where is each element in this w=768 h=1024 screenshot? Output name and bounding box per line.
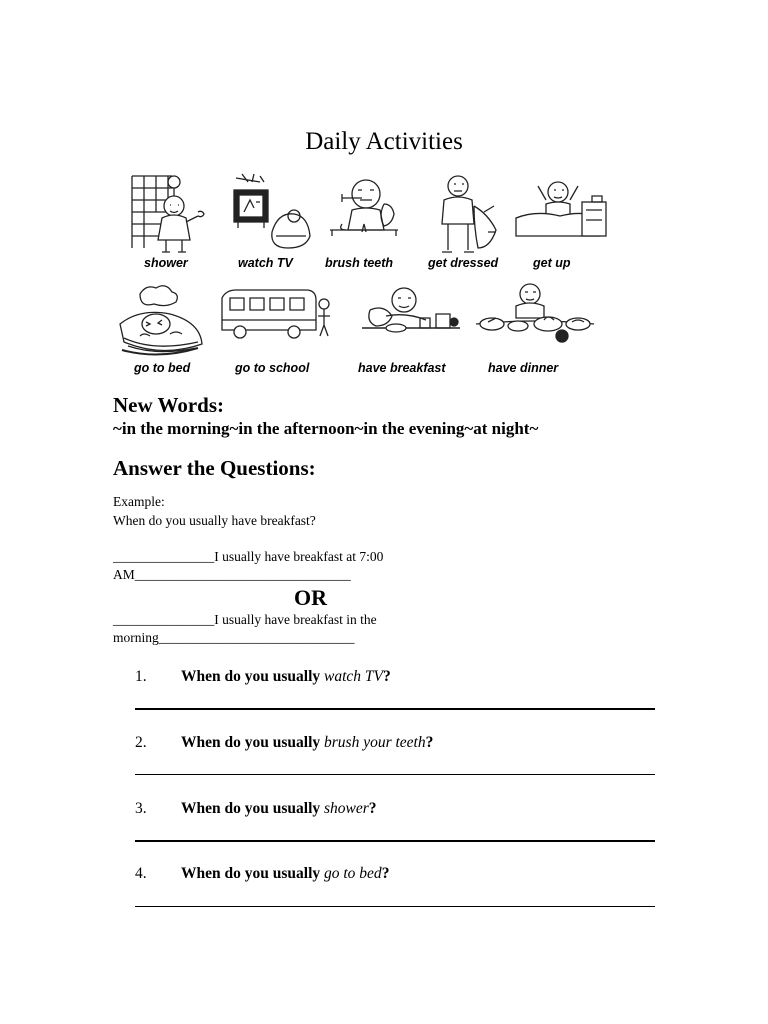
question-activity: shower — [324, 800, 369, 817]
answer-line-2[interactable] — [135, 774, 655, 775]
example-answer-2-line-2: morning_____________________________ — [113, 630, 355, 645]
question-number: 2. — [135, 734, 147, 751]
caption-have-breakfast: have breakfast — [358, 361, 446, 375]
have-dinner-icon — [472, 280, 598, 346]
question-number: 3. — [135, 800, 147, 817]
go-to-bed-icon — [110, 280, 210, 362]
new-words-phrases: ~in the morning~in the afternoon~in the evening~at night~ — [113, 419, 539, 438]
or-separator: OR — [294, 585, 327, 610]
caption-go-to-school: go to school — [235, 361, 310, 375]
question-activity: go to bed — [324, 865, 382, 882]
question-mark: ? — [368, 800, 377, 817]
caption-watch-tv: watch TV — [238, 256, 293, 270]
caption-go-to-bed: go to bed — [134, 361, 191, 375]
question-lead: When do you usually — [181, 734, 324, 751]
new-words-heading: New Words: — [113, 393, 225, 417]
question-2 — [135, 734, 433, 752]
caption-get-up: get up — [533, 256, 571, 270]
question-activity: brush your teeth — [324, 734, 426, 751]
question-lead: When do you usually — [181, 865, 324, 882]
caption-shower: shower — [144, 256, 188, 270]
question-mark: ? — [381, 865, 390, 882]
question-mark: ? — [425, 734, 434, 751]
example-question: When do you usually have breakfast? — [113, 513, 316, 528]
shower-icon — [128, 172, 212, 256]
brush-teeth-icon — [322, 172, 406, 256]
question-3 — [135, 800, 377, 818]
question-1 — [135, 668, 391, 686]
example-answer-2-line-1: _______________I usually have breakfast in the — [113, 612, 377, 627]
watch-tv-icon — [230, 172, 314, 256]
example-answer-1-line-1: _______________I usually have breakfast at 7:00 — [113, 549, 384, 564]
answer-line-4[interactable] — [135, 906, 655, 907]
question-4 — [135, 865, 389, 883]
example-label: Example: — [113, 494, 165, 509]
get-up-icon — [512, 172, 612, 256]
caption-get-dressed: get dressed — [428, 256, 499, 270]
caption-brush-teeth: brush teeth — [325, 256, 394, 270]
example-answer-1-line-2: AM________________________________ — [113, 567, 351, 582]
caption-have-dinner: have dinner — [488, 361, 559, 375]
answer-line-1[interactable] — [135, 708, 655, 710]
go-to-school-icon — [218, 286, 338, 346]
answer-heading: Answer the Questions: — [113, 456, 316, 480]
question-number: 4. — [135, 865, 147, 882]
question-activity: watch TV — [324, 668, 383, 685]
have-breakfast-icon — [356, 284, 466, 346]
question-number: 1. — [135, 668, 147, 685]
question-mark: ? — [383, 668, 391, 685]
question-lead: When do you usually — [181, 800, 324, 817]
page-title: Daily Activities — [305, 128, 463, 155]
answer-line-3[interactable] — [135, 840, 655, 842]
get-dressed-icon — [424, 172, 508, 256]
question-lead: When do you usually — [181, 668, 324, 685]
